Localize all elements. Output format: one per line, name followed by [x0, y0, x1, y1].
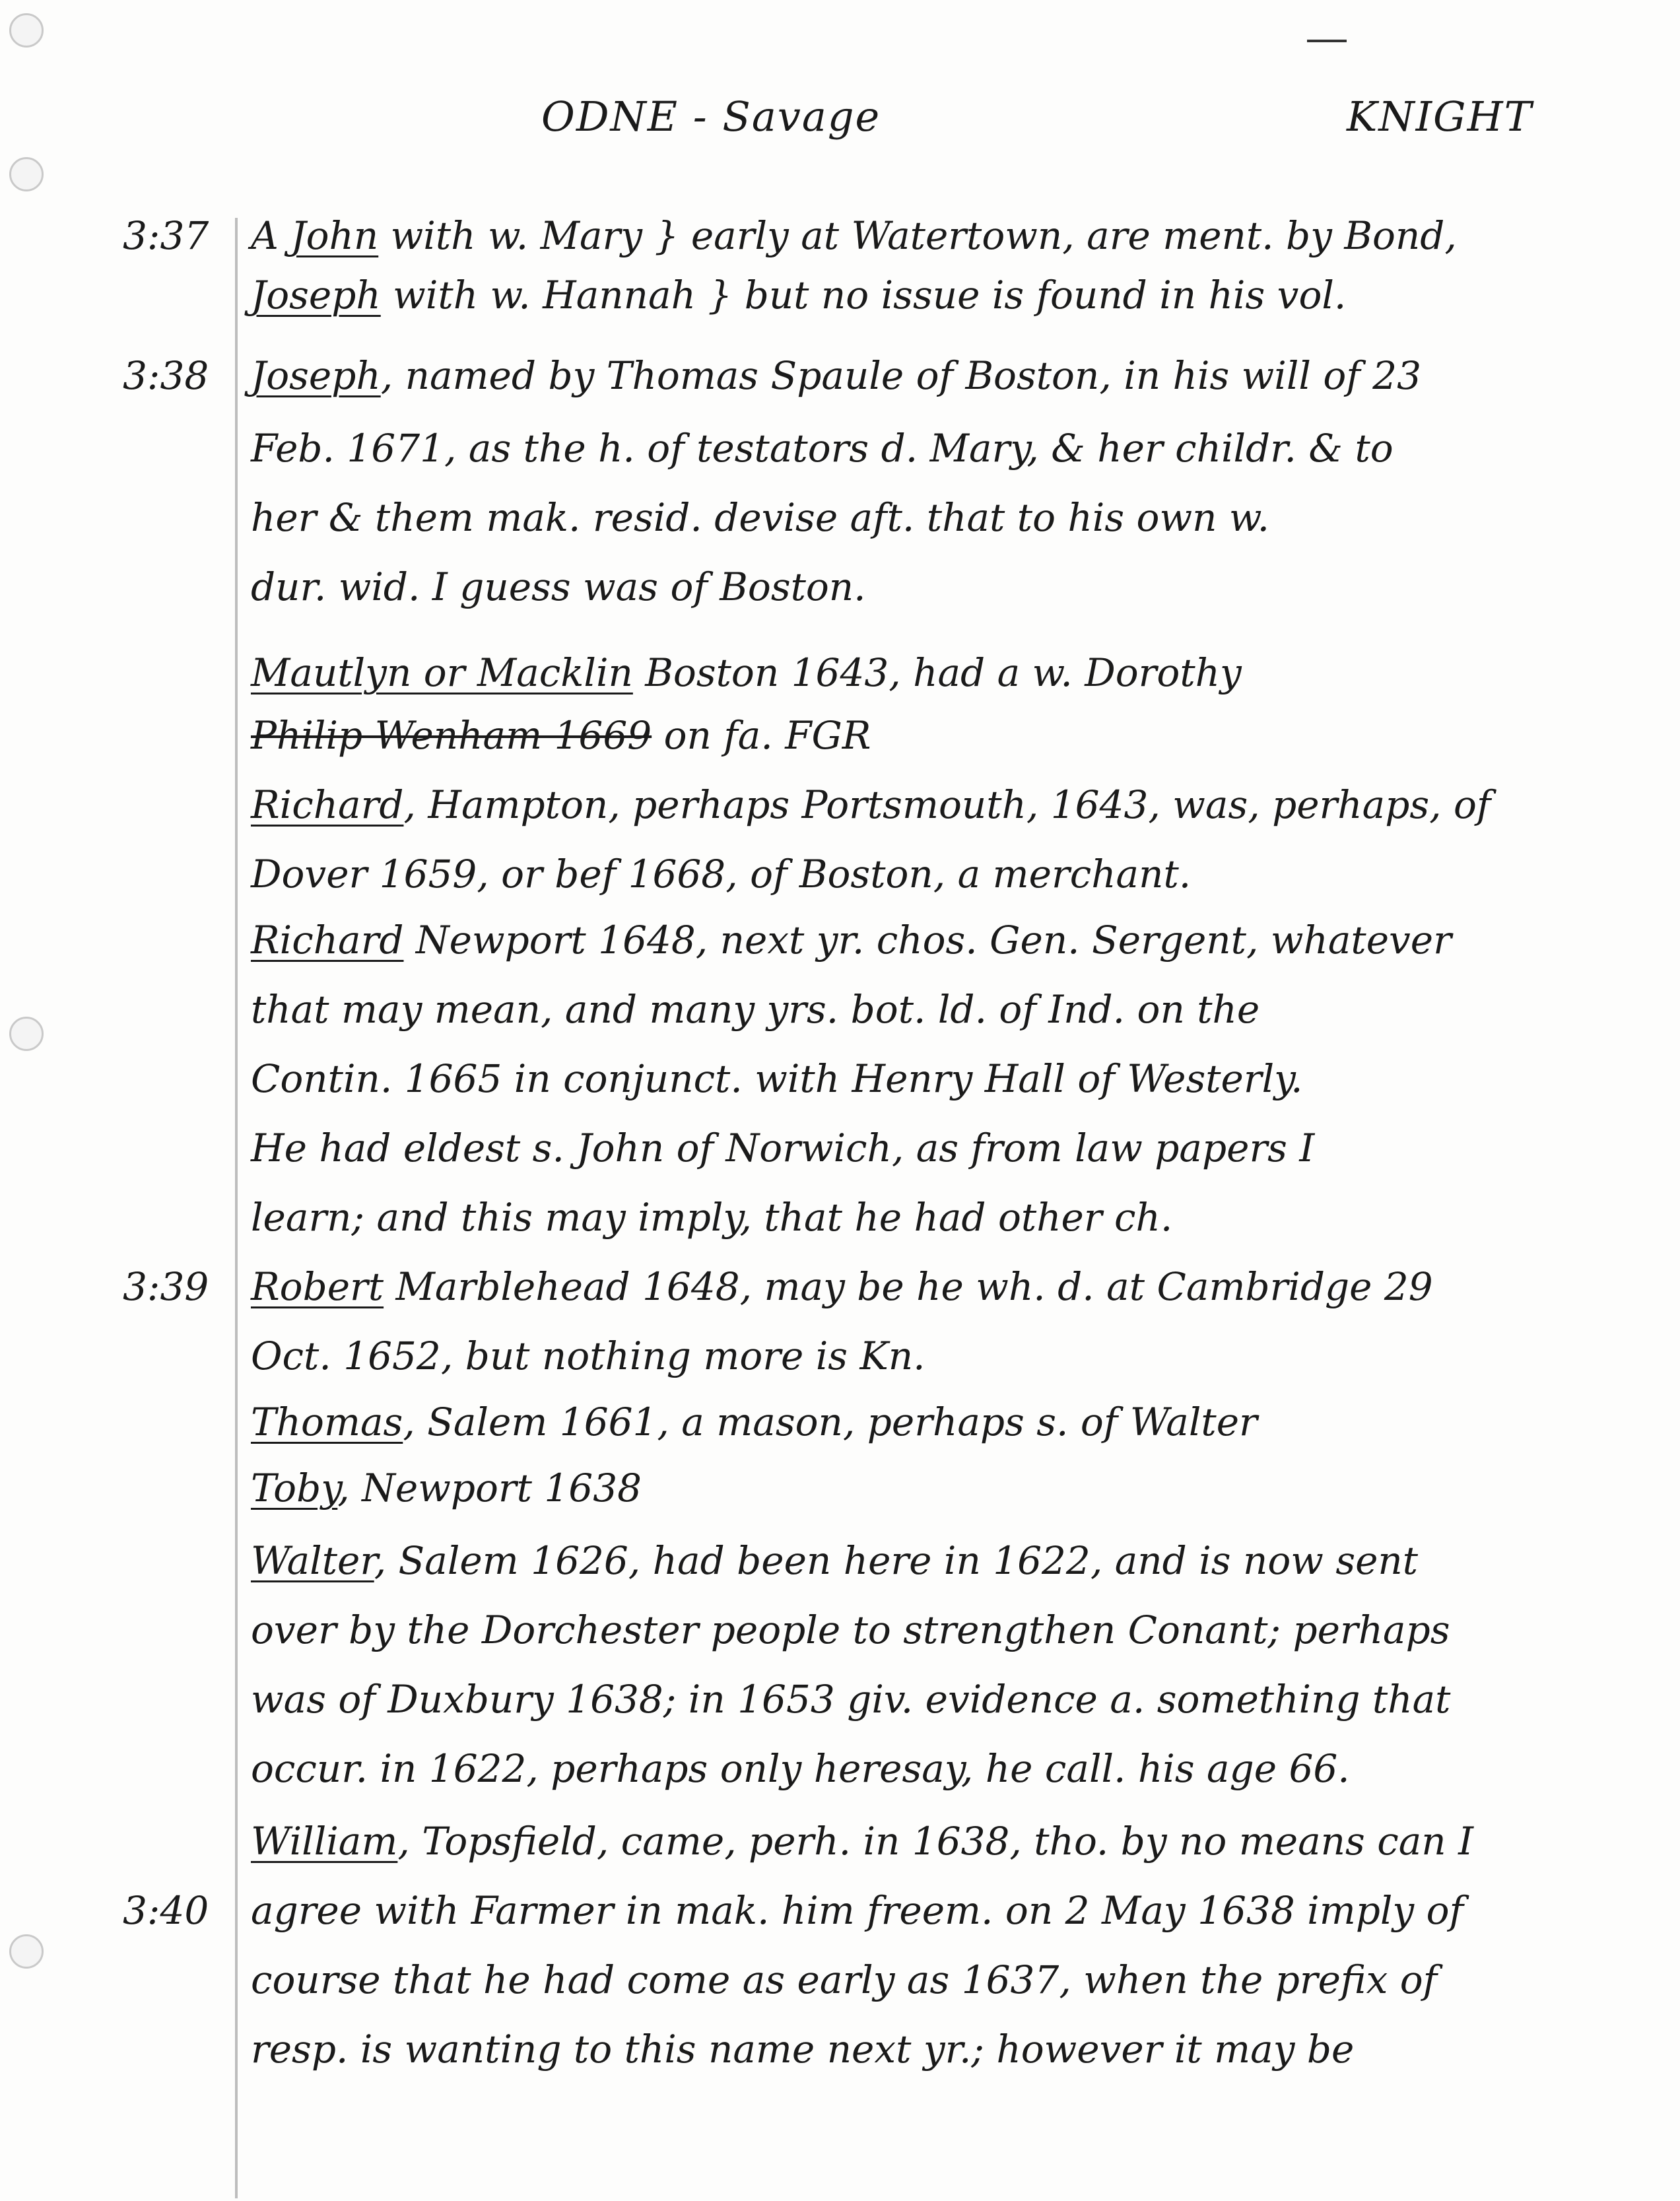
manuscript-line: [251, 713, 871, 758]
underlined-name: Joseph: [251, 273, 381, 318]
line-text: Feb. 1671, as the h. of testators d. Mary, & her childr. & to: [251, 426, 1394, 471]
underlined-name: Richard: [251, 782, 404, 827]
struck-text: Philip Wenham 1669: [251, 713, 652, 758]
manuscript-line: [251, 1957, 1438, 2002]
page-reference: 3:40: [123, 1888, 209, 1933]
line-text: He had eldest s. John of Norwich, as from law papers I: [251, 1126, 1315, 1170]
line-text: occur. in 1622, perhaps only heresay, he call. his age 66.: [251, 1746, 1350, 1791]
underlined-name: Toby: [251, 1466, 338, 1510]
punch-hole: [9, 1017, 44, 1051]
line-text: was of Duxbury 1638; in 1653 giv. evidence a. something that: [251, 1677, 1451, 1722]
underlined-name: Joseph: [251, 353, 381, 398]
page-reference: 3:37: [123, 213, 209, 258]
underlined-name: John: [290, 213, 379, 258]
margin-rule: [235, 218, 238, 2198]
manuscript-line: [251, 987, 1260, 1032]
line-text: her & them mak. resid. devise aft. that to his own w.: [251, 495, 1270, 540]
line-text: with w. Hannah } but no issue is found in his vol.: [380, 273, 1347, 318]
manuscript-line: [251, 852, 1192, 897]
surname-heading: KNIGHT: [1347, 92, 1533, 141]
manuscript-line: [251, 1195, 1173, 1240]
manuscript-line: [251, 1746, 1350, 1791]
corner-mark: [1307, 40, 1347, 42]
line-text: Marblehead 1648, may be he wh. d. at Cambridge 29: [384, 1264, 1433, 1309]
line-text: over by the Dorchester people to strengthen Conant; perhaps: [251, 1608, 1450, 1652]
manuscript-line: [251, 1819, 1473, 1864]
line-text: resp. is wanting to this name next yr.; however it may be: [251, 2027, 1355, 2072]
manuscript-line: [251, 426, 1394, 471]
line-text: A: [251, 213, 291, 258]
line-text: learn; and this may imply, that he had other ch.: [251, 1195, 1173, 1240]
manuscript-line: [251, 650, 1242, 695]
line-text: Contin. 1665 in conjunct. with Henry Hall of Westerly.: [251, 1056, 1303, 1101]
line-text: , Newport 1638: [337, 1466, 642, 1510]
manuscript-line: [251, 564, 866, 609]
line-text: Dover 1659, or bef 1668, of Boston, a merchant.: [251, 852, 1192, 897]
manuscript-line: [251, 1264, 1433, 1309]
manuscript-line: [251, 1334, 925, 1378]
underlined-name: William: [251, 1819, 398, 1864]
underlined-name: Mautlyn or Macklin: [251, 650, 633, 695]
line-text: , Hampton, perhaps Portsmouth, 1643, was, perhaps, of: [403, 782, 1491, 827]
manuscript-line: [251, 495, 1270, 540]
manuscript-line: [251, 1538, 1419, 1583]
page-title: ODNE - Savage: [541, 92, 881, 141]
underlined-name: Walter: [251, 1538, 374, 1583]
manuscript-line: [251, 1400, 1258, 1444]
manuscript-line: [251, 782, 1491, 827]
line-text: agree with Farmer in mak. him freem. on 2 May 1638 imply of: [251, 1888, 1463, 1933]
manuscript-line: [251, 918, 1452, 963]
punch-hole: [9, 157, 44, 191]
line-text: with w. Mary } early at Watertown, are ment. by Bond,: [378, 213, 1457, 258]
manuscript-line: [251, 1126, 1315, 1170]
line-text: Oct. 1652, but nothing more is Kn.: [251, 1334, 925, 1378]
punch-hole: [9, 1934, 44, 1969]
page-reference: 3:38: [123, 353, 209, 398]
line-text: , Topsfield, came, perh. in 1638, tho. by no means can I: [397, 1819, 1473, 1864]
line-text: Newport 1648, next yr. chos. Gen. Sergent, whatever: [403, 918, 1452, 963]
manuscript-line: [251, 1677, 1451, 1722]
underlined-name: Richard: [251, 918, 404, 963]
line-text: that may mean, and many yrs. bot. ld. of Ind. on the: [251, 987, 1260, 1032]
manuscript-line: [251, 273, 1347, 318]
punch-hole: [9, 13, 44, 48]
manuscript-line: [251, 1466, 642, 1510]
line-text: , Salem 1626, had been here in 1622, and is now sent: [374, 1538, 1419, 1583]
line-text: dur. wid. I guess was of Boston.: [251, 564, 866, 609]
line-text: course that he had come as early as 1637, when the prefix of: [251, 1957, 1438, 2002]
manuscript-line: [251, 1608, 1450, 1652]
manuscript-line: [251, 213, 1457, 258]
underlined-name: Thomas: [251, 1400, 403, 1444]
manuscript-line: [251, 2027, 1355, 2072]
line-text: , Salem 1661, a mason, perhaps s. of Walter: [403, 1400, 1258, 1444]
page-reference: 3:39: [123, 1264, 209, 1309]
manuscript-line: [251, 1888, 1463, 1933]
line-text: , named by Thomas Spaule of Boston, in his will of 23: [380, 353, 1422, 398]
manuscript-line: [251, 353, 1422, 398]
line-text: Boston 1643, had a w. Dorothy: [632, 650, 1242, 695]
underlined-name: Robert: [251, 1264, 384, 1309]
line-text: on fa. FGR: [652, 713, 871, 758]
manuscript-line: [251, 1056, 1303, 1101]
